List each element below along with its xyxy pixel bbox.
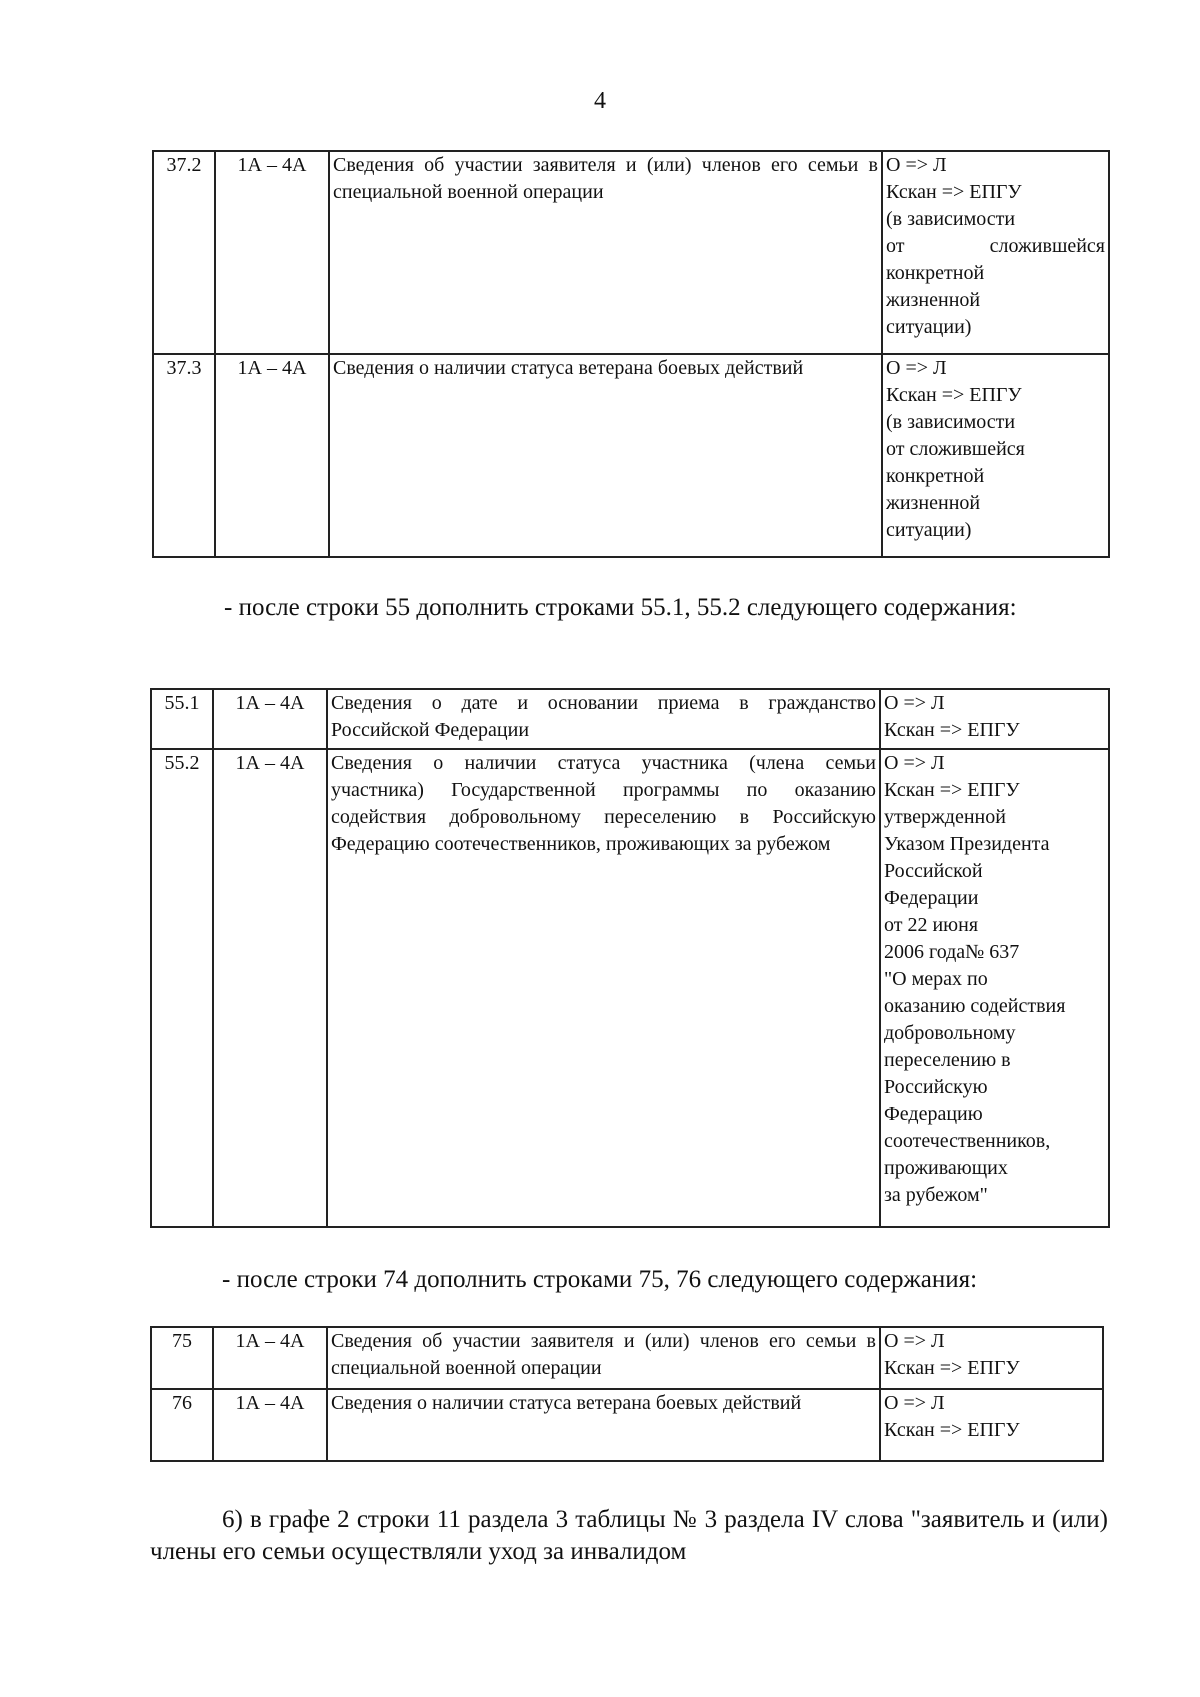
- table-rows-37: [152, 150, 1110, 558]
- source-line: оказанию содействия: [884, 995, 1066, 1017]
- source-line: утвержденной: [884, 806, 1006, 828]
- source-line: Федерации: [884, 887, 979, 909]
- source-line: Кскан => ЕПГУ: [886, 384, 1022, 406]
- table-row: [151, 1327, 1103, 1389]
- row-number: 37.3: [153, 354, 215, 557]
- source-line: ситуации): [886, 519, 972, 541]
- row-source: [880, 689, 1109, 749]
- source-line: Российскую: [884, 1076, 988, 1098]
- source-line: конкретной: [886, 465, 985, 487]
- source-line: от 22 июня: [884, 914, 979, 936]
- table-rows-75: [150, 1326, 1104, 1462]
- row-description: Сведения об участии заявителя и (или) членов его семьи в специальной военной операции: [327, 1327, 880, 1389]
- source-line: конкретной: [886, 262, 985, 284]
- row-number: 55.1: [151, 689, 213, 749]
- source-line: 2006 года№ 637: [884, 941, 1020, 963]
- source-line: за рубежом": [884, 1184, 988, 1206]
- row-source: [880, 749, 1109, 1227]
- source-line: от сложившейся: [886, 235, 1105, 257]
- paragraph-after-55: - после строки 55 дополнить строками 55.1, 55.2 следующего содержания:: [224, 594, 1017, 621]
- source-line: О => Л: [886, 154, 947, 176]
- row-number: 55.2: [151, 749, 213, 1227]
- source-line: О => Л: [884, 1392, 945, 1414]
- source-line: соотечественников,: [884, 1130, 1051, 1152]
- row-source: [880, 1327, 1103, 1389]
- table-row: [153, 354, 1109, 557]
- table-row: [151, 1389, 1103, 1461]
- paragraph-after-74: - после строки 74 дополнить строками 75, 76 следующего содержания:: [222, 1266, 978, 1293]
- paragraph-item-6: 6) в графе 2 строки 11 раздела 3 таблицы № 3 раздела IV слова "заявитель и (или) члены его семьи осуществляли уход за инвалидом: [150, 1506, 1108, 1565]
- row-code: 1А – 4А: [213, 1389, 327, 1461]
- table-rows-55: [150, 688, 1110, 1228]
- source-line: Указом Президента: [884, 833, 1050, 855]
- row-code: 1А – 4А: [213, 749, 327, 1227]
- source-line: Кскан => ЕПГУ: [884, 1419, 1020, 1441]
- table-row: [151, 749, 1109, 1227]
- row-description: Сведения об участии заявителя и (или) членов его семьи в специальной военной операции: [329, 151, 882, 354]
- source-line: (в зависимости: [886, 208, 1016, 230]
- source-line: Кскан => ЕПГУ: [884, 1357, 1020, 1379]
- row-number: 75: [151, 1327, 213, 1389]
- source-line: О => Л: [884, 752, 945, 774]
- source-line: О => Л: [884, 692, 945, 714]
- row-source: [882, 354, 1109, 557]
- row-description: Сведения о наличии статуса ветерана боевых действий: [327, 1389, 880, 1461]
- row-description: Сведения о наличии статуса ветерана боевых действий: [329, 354, 882, 557]
- row-number: 37.2: [153, 151, 215, 354]
- row-code: 1А – 4А: [213, 689, 327, 749]
- source-line: жизненной: [886, 492, 981, 514]
- source-line: О => Л: [884, 1330, 945, 1352]
- page-number: 4: [594, 88, 606, 114]
- source-line: Кскан => ЕПГУ: [884, 719, 1020, 741]
- source-line: Российской: [884, 860, 983, 882]
- source-line: от сложившейся: [886, 438, 1025, 460]
- source-line: Федерацию: [884, 1103, 983, 1125]
- source-line: Кскан => ЕПГУ: [886, 181, 1022, 203]
- row-number: 76: [151, 1389, 213, 1461]
- row-code: 1А – 4А: [215, 151, 329, 354]
- table-row: [151, 689, 1109, 749]
- source-line: "О мерах по: [884, 968, 988, 990]
- source-line: жизненной: [886, 289, 981, 311]
- table-row: [153, 151, 1109, 354]
- source-line: О => Л: [886, 357, 947, 379]
- row-source: [882, 151, 1109, 354]
- source-line: переселению в: [884, 1049, 1011, 1071]
- source-line: проживающих: [884, 1157, 1008, 1179]
- source-line: Кскан => ЕПГУ: [884, 779, 1020, 801]
- row-source: [880, 1389, 1103, 1461]
- row-code: 1А – 4А: [213, 1327, 327, 1389]
- source-line: ситуации): [886, 316, 972, 338]
- row-description: Сведения о наличии статуса участника (члена семьи участника) Государственной программы по оказанию содействия добровольному переселению в Российскую Федерацию соотечественников, проживающих за рубежом: [327, 749, 880, 1227]
- source-line: (в зависимости: [886, 411, 1016, 433]
- source-line: добровольному: [884, 1022, 1016, 1044]
- row-code: 1А – 4А: [215, 354, 329, 557]
- row-description: Сведения о дате и основании приема в гражданство Российской Федерации: [327, 689, 880, 749]
